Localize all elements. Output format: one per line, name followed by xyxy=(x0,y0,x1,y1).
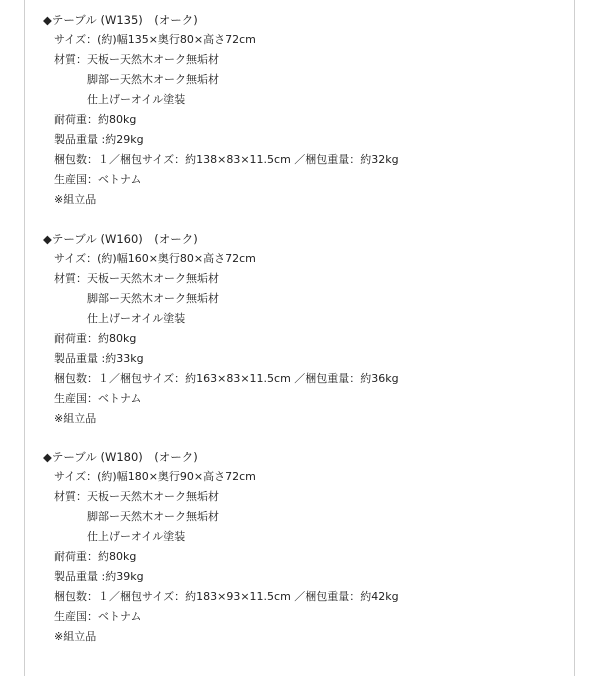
section-title: ◆テーブル (W160) (オーク) xyxy=(43,232,198,246)
material-line: 材質：天板ー天然木オーク無垢材 xyxy=(54,272,219,285)
size-line: サイズ：(約)幅180×奥行90×高さ72cm xyxy=(54,470,256,483)
load-line: 耐荷重：約80kg xyxy=(54,113,137,126)
origin-line: 生産国：ベトナム xyxy=(54,392,142,405)
section-title: ◆テーブル (W135) (オーク) xyxy=(43,13,198,27)
package-line: 梱包数：１／梱包サイズ：約138×83×11.5cm ／梱包重量：約32kg xyxy=(54,153,399,166)
spec-section-w160 xyxy=(43,229,563,429)
spec-section-w180 xyxy=(43,447,563,647)
material-line: 材質：天板ー天然木オーク無垢材 xyxy=(54,53,219,66)
material-line: 仕上げーオイル塗装 xyxy=(87,312,186,325)
assembly-note: ※組立品 xyxy=(54,630,97,643)
material-line: 仕上げーオイル塗装 xyxy=(87,530,186,543)
assembly-note: ※組立品 xyxy=(54,412,97,425)
spec-section-w135 xyxy=(43,10,563,210)
material-line: 仕上げーオイル塗装 xyxy=(87,93,186,106)
material-line: 材質：天板ー天然木オーク無垢材 xyxy=(54,490,219,503)
section-title: ◆テーブル (W180) (オーク) xyxy=(43,450,198,464)
load-line: 耐荷重：約80kg xyxy=(54,332,137,345)
material-line: 脚部ー天然木オーク無垢材 xyxy=(87,73,219,86)
origin-line: 生産国：ベトナム xyxy=(54,173,142,186)
weight-line: 製品重量 :約33kg xyxy=(54,352,144,365)
size-line: サイズ：(約)幅135×奥行80×高さ72cm xyxy=(54,33,256,46)
weight-line: 製品重量 :約39kg xyxy=(54,570,144,583)
material-line: 脚部ー天然木オーク無垢材 xyxy=(87,292,219,305)
weight-line: 製品重量 :約29kg xyxy=(54,133,144,146)
origin-line: 生産国：ベトナム xyxy=(54,610,142,623)
package-line: 梱包数：１／梱包サイズ：約163×83×11.5cm ／梱包重量：約36kg xyxy=(54,372,399,385)
package-line: 梱包数：１／梱包サイズ：約183×93×11.5cm ／梱包重量：約42kg xyxy=(54,590,399,603)
material-line: 脚部ー天然木オーク無垢材 xyxy=(87,510,219,523)
load-line: 耐荷重：約80kg xyxy=(54,550,137,563)
size-line: サイズ：(約)幅160×奥行80×高さ72cm xyxy=(54,252,256,265)
assembly-note: ※組立品 xyxy=(54,193,97,206)
